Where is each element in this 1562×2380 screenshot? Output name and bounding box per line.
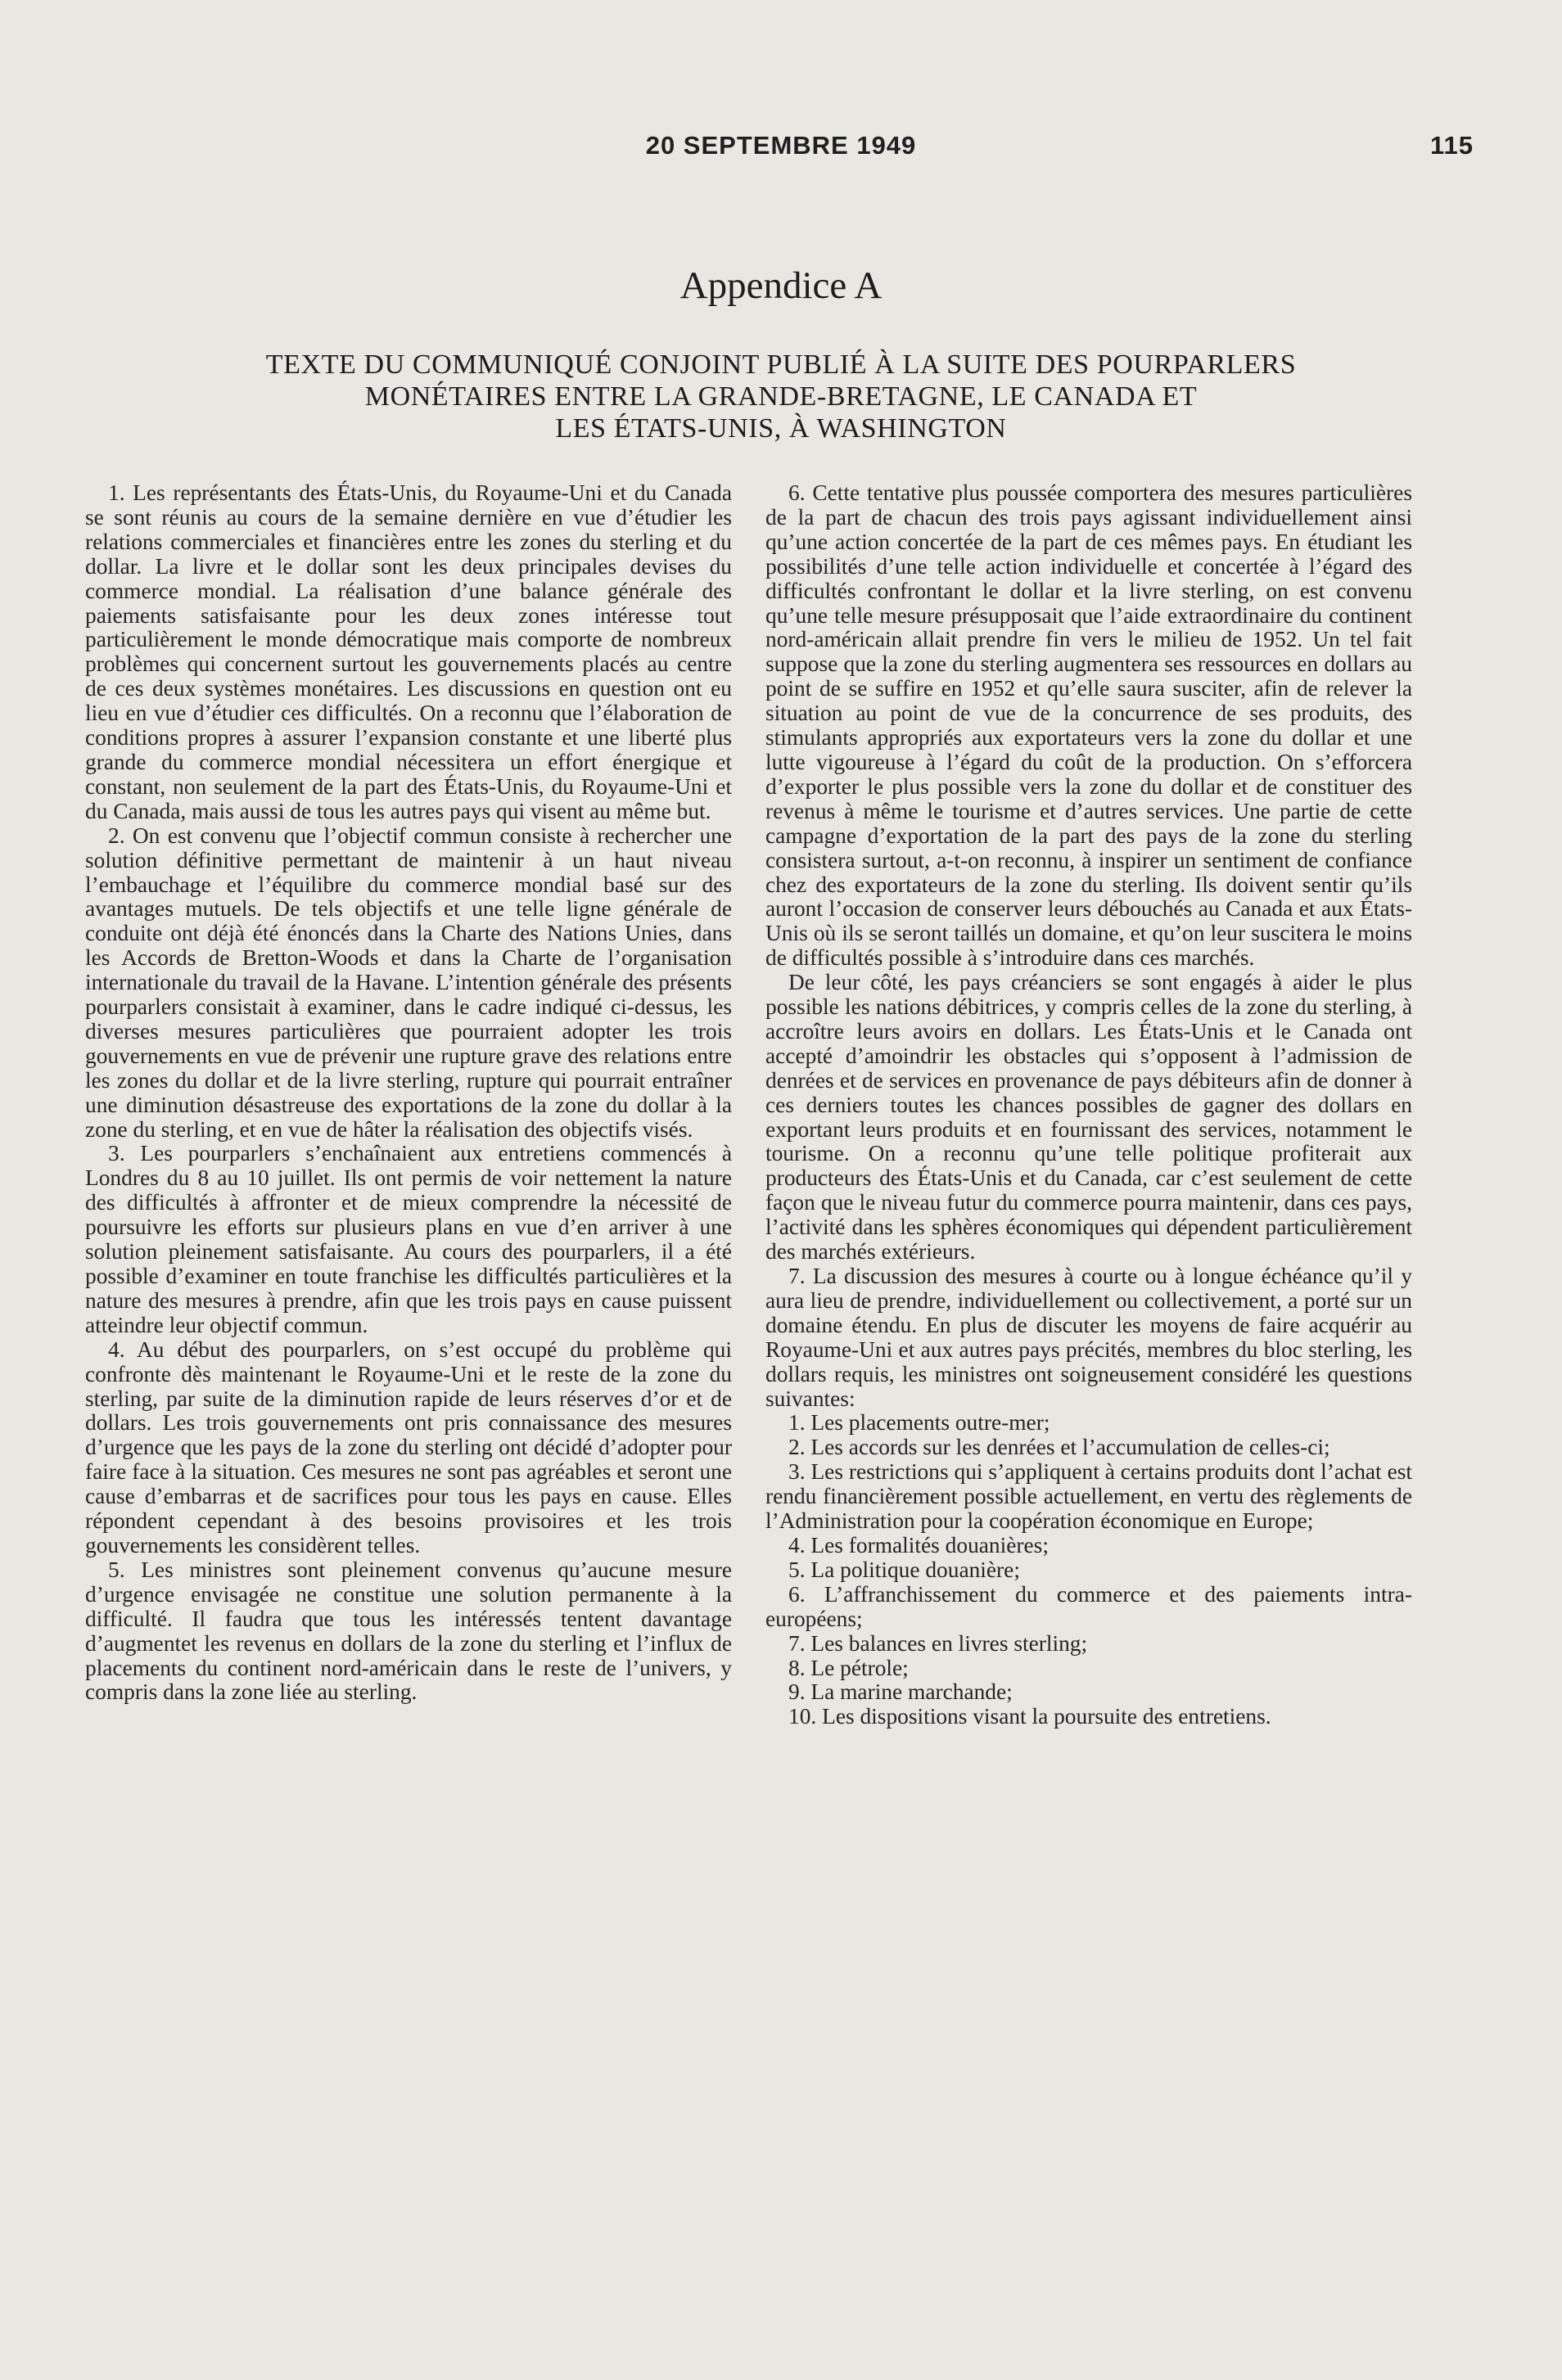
heading-line: TEXTE DU COMMUNIQUÉ CONJOINT PUBLIÉ À LA SUITE DES POURPARLERS bbox=[265, 349, 1297, 380]
heading-line: LES ÉTATS-UNIS, À WASHINGTON bbox=[555, 413, 1007, 444]
question-item: 8. Le pétrole; bbox=[788, 1655, 909, 1680]
question-item: 10. Les dispositions visant la poursuite des entretiens. bbox=[788, 1704, 1271, 1729]
heading-line: MONÉTAIRES ENTRE LA GRANDE-BRETAGNE, LE CANADA ET bbox=[364, 381, 1198, 412]
paragraph-7: 7. La discussion des mesures à courte ou à longue échéance qu’il y aura lieu de prendre, individuellement ou collectivement, a porté sur un domaine étendu. En plus de discuter les moyens de faire acquérir au Royaume-Uni et aux autres pays précités, membres du bloc sterling, les dollars requis, les ministres ont soigneusement considéré les questions suivantes: bbox=[765, 1264, 1412, 1411]
question-item: 5. La politique douanière; bbox=[788, 1557, 1020, 1582]
question-item: 2. Les accords sur les denrées et l’accumulation de celles-ci; bbox=[788, 1435, 1330, 1460]
paragraph-3: 3. Les pourparlers s’enchaînaient aux entretiens commencés à Londres du 8 au 10 juillet. Ils ont permis de voir nettement la nature des difficultés à affronter et de mieux comprendre la nécessité de poursuivre les efforts sur plusieurs plans en vue d’en arriver à une solution pleinement satisfaisante. Au cours des pourparlers, il a été possible d’examiner en toute franchise les difficultés particulières et la nature des mesures à prendre, afin que les trois pays en cause puissent atteindre leur objectif commun. bbox=[85, 1141, 732, 1337]
question-item: 7. Les balances en livres sterling; bbox=[788, 1630, 1088, 1656]
paragraph-2: 2. On est convenu que l’objectif commun consiste à rechercher une solution définitive permettant de maintenir à un haut niveau l’embauchage et l’équilibre du commerce mondial basé sur des avantages mutuels. De tels objectifs et une telle ligne générale de conduite ont déjà été énoncés dans la Charte des Nations Unies, dans les Accords de Bretton-Woods et dans la Charte de l’organisation internationale du travail de la Havane. L’intention générale des présents pourparlers consistait à examiner, dans le cadre indiqué ci-dessus, les diverses mesures particulières que pourraient adopter les trois gouvernements en vue de prévenir une rupture grave des relations entre les zones du dollar et de la livre sterling, rupture qui pourrait entraîner une diminution désastreuse des exportations de la zone du dollar à la zone du sterling, et en vue de hâter la réalisation des objectifs visés. bbox=[85, 823, 732, 1142]
appendix-title: Appendice A bbox=[679, 264, 883, 307]
paragraph-creditors: De leur côté, les pays créanciers se sont engagés à aider le plus possible les nations débitrices, y compris celles de la zone du sterling, à accroître leurs avoirs en dollars. Les États-Unis et le Canada ont accepté d’amoindrir les obstacles qui s’opposent à l’admission de denrées et de services en provenance de pays débiteurs afin de donner à ces derniers toutes les chances possibles de gagner des dollars en exportant leurs produits et en fournissant des services, notamment le tourisme. On a reconnu qu’une telle politique profiterait aux producteurs des États-Unis et du Canada, car c’est seulement de cette façon que le niveau futur du commerce pourra maintenir, dans ces pays, l’activité dans les sphères économiques qui dépendent particulièrement des marchés extérieurs. bbox=[765, 970, 1412, 1264]
document-heading bbox=[82, 349, 1480, 444]
paragraph-1: 1. Les représentants des États-Unis, du Royaume-Uni et du Canada se sont réunis au cours de la semaine dernière en vue d’étudier les relations commerciales et financières entre les zones du sterling et du dollar. La livre et le dollar sont les deux principales devises du commerce mondial. La réalisation d’une balance générale des paiements satisfaisante pour les deux zones intéresse tout particulièrement le monde démocratique mais comporte de nombreux problèmes qui concernent surtout les gouvernements placés au centre de ces deux systèmes monétaires. Les discussions en question ont eu lieu en vue d’étudier ces difficultés. On a reconnu que l’élaboration de conditions propres à assurer l’expansion constante et une liberté plus grande du commerce mondial nécessitera un effort énergique et constant, non seulement de la part des États-Unis, du Royaume-Uni et du Canada, mais aussi de tous les autres pays qui visent au même but. bbox=[85, 480, 732, 823]
question-item: 3. Les restrictions qui s’appliquent à certains produits dont l’achat est rendu financièrement possible actuellement, en vertu des règlements de l’Administration pour la coopération économique en Europe; bbox=[765, 1459, 1412, 1534]
paragraph-4: 4. Au début des pourparlers, on s’est occupé du problème qui confronte dès maintenant le Royaume-Uni et le reste de la zone du sterling, par suite de la diminution rapide de leurs réserves d’or et de dollars. Les trois gouvernements ont pris connaissance des mesures d’urgence que les pays de la zone du sterling ont décidé d’adopter pour faire face à la situation. Ces mesures ne sont pas agréables et seront une cause d’embarras et de sacrifices pour tous les pays en cause. Elles répondent cependant à des besoins provisoires et les trois gouvernements les considèrent telles. bbox=[85, 1336, 732, 1557]
question-item: 9. La marine marchande; bbox=[788, 1679, 1013, 1705]
question-item: 1. Les placements outre-mer; bbox=[788, 1410, 1050, 1436]
left-column bbox=[85, 481, 732, 1705]
page-number: 115 bbox=[1429, 131, 1474, 160]
question-item: 4. Les formalités douanières; bbox=[788, 1532, 1049, 1557]
question-item: 6. L’affranchissement du commerce et des paiements intra-européens; bbox=[765, 1581, 1412, 1631]
paragraph-6: 6. Cette tentative plus poussée comportera des mesures particulières de la part de chacun des trois pays agissant individuellement ainsi qu’une action concertée de la part de ces mêmes pays. En étudiant les possibilités d’une telle action individuelle et concertée à l’égard des difficultés confrontant le dollar et la livre sterling, on est convenu qu’une telle mesure présupposait que l’aide extraordinaire du continent nord-américain allait prendre fin vers le milieu de 1952. Un tel fait suppose que la zone du sterling augmentera ses ressources en dollars au point de se suffire en 1952 et qu’elle saura susciter, afin de relever la situation au point de vue de la concurrence de ses produits, des stimulants appropriés aux exportateurs vers la zone du dollar et une lutte vigoureuse à l’égard du coût de la production. On s’efforcera d’exporter le plus possible vers la zone du dollar et de constituer des revenus à même le tourisme et d’autres services. Une partie de cette campagne d’exportation de la part des pays de la zone du sterling consistera surtout, a-t-on reconnu, à inspirer un sentiment de confiance chez des exportateurs de la zone du sterling. Ils doivent sentir qu’ils auront l’occasion de conserver leurs débouchés au Canada et aux États-Unis où ils se seront taillés un domaine, et qu’on leur suscitera le moins de difficultés possible à s’introduire dans ces marchés. bbox=[765, 480, 1412, 971]
paragraph-5: 5. Les ministres sont pleinement convenus qu’aucune mesure d’urgence envisagée ne constitue une solution permanente à la difficulté. Il faudra que tous les intéressés tentent davantage d’augmentet les revenus en dollars de la zone du sterling et l’influx de placements du continent nord-américain dans le reste de l’univers, y compris dans la zone liée au sterling. bbox=[85, 1557, 732, 1705]
running-header bbox=[88, 131, 1474, 167]
right-column bbox=[765, 481, 1412, 1729]
header-date: 20 SEPTEMBRE 1949 bbox=[645, 131, 917, 160]
